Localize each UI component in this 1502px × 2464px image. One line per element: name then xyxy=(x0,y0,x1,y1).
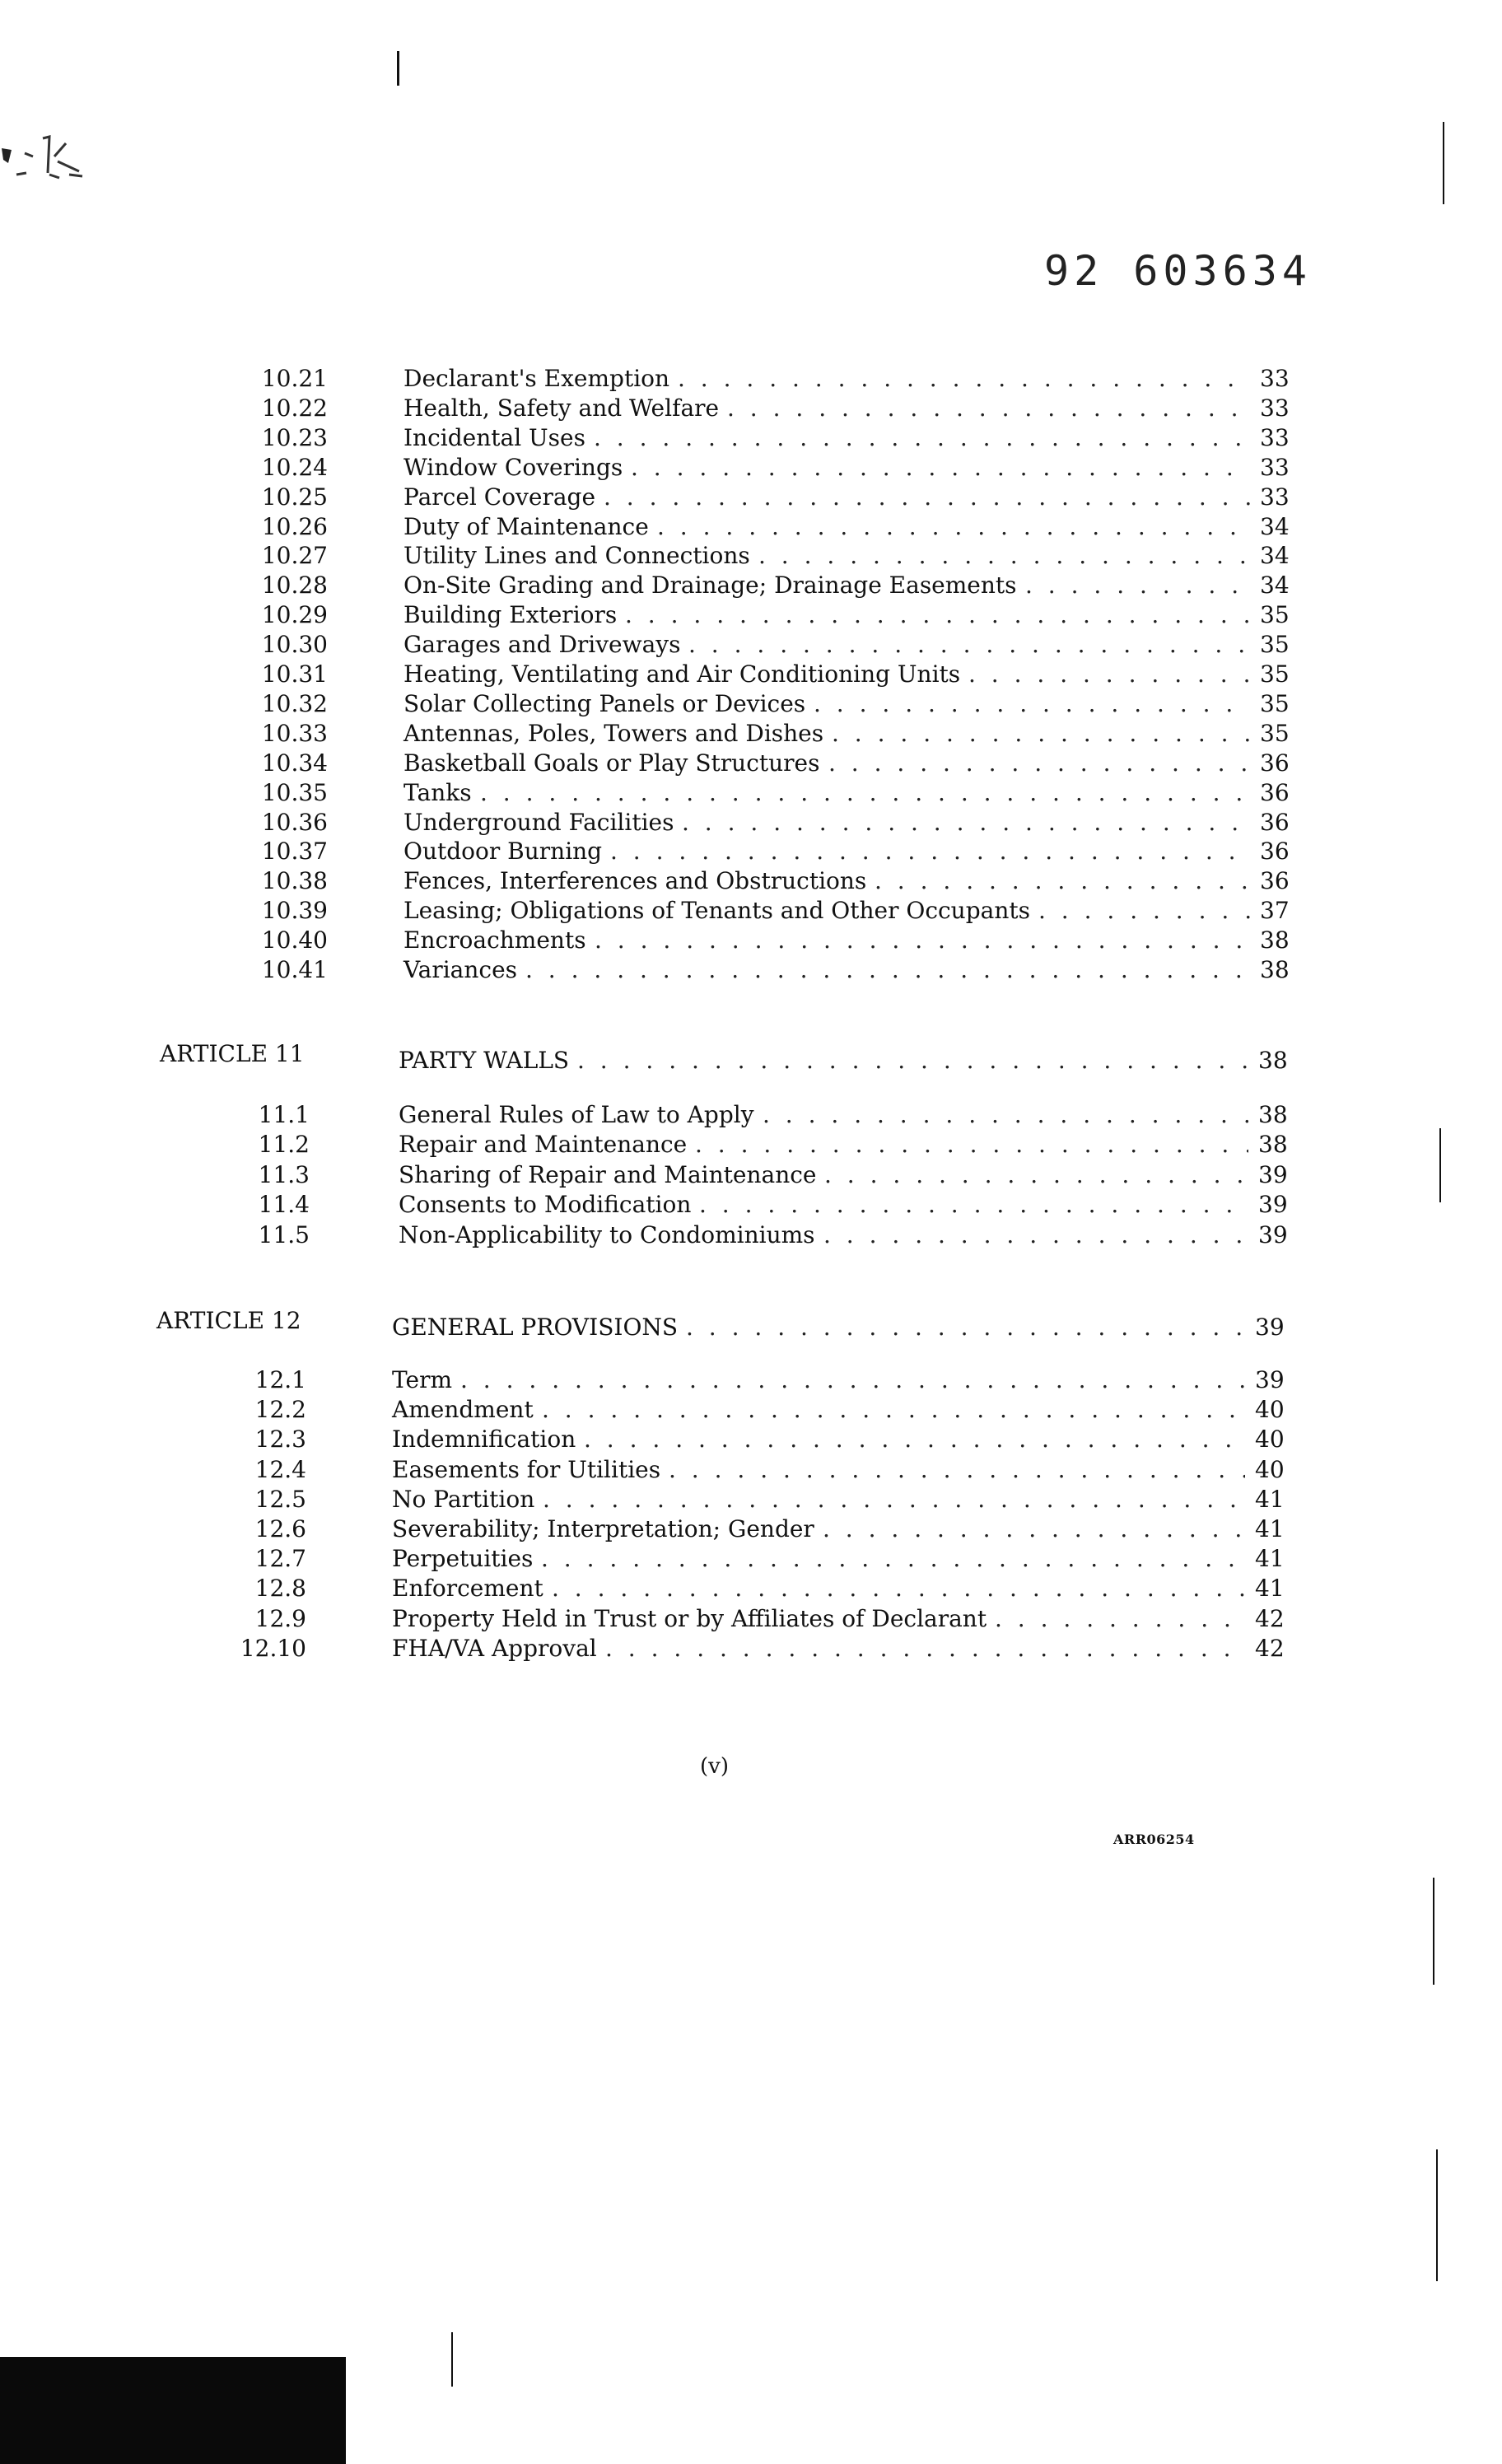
document-number: 92 603634 xyxy=(1044,247,1312,295)
dot-leader xyxy=(828,749,1250,778)
section-page-number: 36 xyxy=(1260,749,1290,777)
article-title-row xyxy=(0,1046,1502,1076)
section-title: Heating, Ventilating and Air Conditioning Units xyxy=(403,660,961,688)
section-page-number: 33 xyxy=(1260,424,1290,451)
toc-entry xyxy=(0,778,1502,808)
dot-leader xyxy=(1025,571,1250,600)
toc-entry xyxy=(0,512,1502,542)
section-number: 10.27 xyxy=(261,542,328,569)
toc-entry xyxy=(0,837,1502,866)
section-page-number: 39 xyxy=(1255,1366,1285,1393)
dot-leader xyxy=(584,1425,1245,1454)
section-number: 11.3 xyxy=(258,1161,310,1188)
reference-code: ARR06254 xyxy=(1113,1832,1195,1847)
section-number: 12.8 xyxy=(254,1575,306,1602)
scan-line-mark xyxy=(1433,1878,1434,1985)
article-label: ARTICLE 11 xyxy=(160,1040,305,1067)
toc-entry xyxy=(0,394,1502,423)
scan-black-block xyxy=(0,2357,346,2464)
dot-leader xyxy=(604,483,1250,512)
dot-leader xyxy=(995,1604,1245,1634)
toc-entry xyxy=(0,1190,1502,1220)
section-number: 12.4 xyxy=(254,1456,306,1483)
toc-entry xyxy=(0,926,1502,955)
section-title: Basketball Goals or Play Structures xyxy=(403,749,820,777)
section-number: 12.3 xyxy=(254,1426,306,1453)
article-label: ARTICLE 12 xyxy=(156,1307,301,1334)
toc-entry xyxy=(0,660,1502,689)
section-page-number: 40 xyxy=(1255,1396,1285,1423)
toc-entry xyxy=(0,1130,1502,1160)
section-page-number: 42 xyxy=(1255,1605,1285,1632)
dot-leader xyxy=(699,1190,1248,1220)
section-title: Window Coverings xyxy=(403,454,623,481)
toc-entry xyxy=(0,1100,1502,1130)
section-number: 10.33 xyxy=(261,720,328,747)
section-title: Leasing; Obligations of Tenants and Other Occupants xyxy=(403,897,1030,924)
section-title: Indemnification xyxy=(392,1426,576,1453)
toc-entry xyxy=(0,689,1502,719)
section-page-number: 40 xyxy=(1255,1456,1285,1483)
dot-leader xyxy=(823,1220,1248,1250)
article-title-row xyxy=(0,1313,1502,1342)
dot-leader xyxy=(763,1100,1248,1130)
toc-entry xyxy=(0,423,1502,453)
section-number: 12.6 xyxy=(254,1515,306,1542)
section-page-number: 41 xyxy=(1255,1486,1285,1513)
section-title: Health, Safety and Welfare xyxy=(403,394,720,422)
dot-leader xyxy=(610,837,1250,866)
dot-leader xyxy=(727,394,1250,423)
section-number: 10.22 xyxy=(261,394,328,422)
dot-leader xyxy=(541,1544,1245,1574)
section-title: PARTY WALLS xyxy=(399,1047,570,1074)
section-title: Parcel Coverage xyxy=(403,483,596,511)
toc-entry xyxy=(0,1514,1502,1544)
toc-entry xyxy=(0,1485,1502,1514)
toc-entry xyxy=(0,483,1502,512)
section-number: 11.1 xyxy=(258,1101,310,1128)
dot-leader xyxy=(631,453,1250,483)
section-number: 11.5 xyxy=(258,1221,310,1248)
section-title: Property Held in Trust or by Affiliates of Declarant xyxy=(392,1605,987,1632)
section-title: Declarant's Exemption xyxy=(403,365,670,392)
section-number: 11.2 xyxy=(258,1131,310,1158)
section-page-number: 33 xyxy=(1260,365,1290,392)
toc-entry xyxy=(0,600,1502,630)
scan-line-mark xyxy=(451,2332,453,2387)
dot-leader xyxy=(480,778,1250,808)
footer-page-number: (v) xyxy=(700,1754,729,1779)
section-title: Amendment xyxy=(392,1396,534,1423)
dot-leader xyxy=(824,1160,1248,1190)
toc-entry xyxy=(0,1574,1502,1603)
section-number: 10.36 xyxy=(261,809,328,836)
section-title: Fences, Interferences and Obstructions xyxy=(403,867,867,894)
section-number: 12.5 xyxy=(254,1486,306,1513)
dot-leader xyxy=(552,1574,1245,1603)
section-number: 12.2 xyxy=(254,1396,306,1423)
dot-leader xyxy=(695,1130,1248,1160)
dot-leader xyxy=(814,689,1250,719)
dot-leader xyxy=(875,866,1250,896)
section-page-number: 41 xyxy=(1255,1515,1285,1542)
section-page-number: 35 xyxy=(1260,601,1290,628)
section-page-number: 34 xyxy=(1260,542,1290,569)
section-title: Incidental Uses xyxy=(403,424,585,451)
section-title: Encroachments xyxy=(403,926,586,954)
scan-line-mark xyxy=(1443,122,1444,204)
section-number: 10.25 xyxy=(261,483,328,511)
section-number: 10.41 xyxy=(261,956,328,983)
section-title: FHA/VA Approval xyxy=(392,1635,597,1662)
section-page-number: 38 xyxy=(1258,1131,1288,1158)
section-number: 10.35 xyxy=(261,779,328,806)
section-number: 10.26 xyxy=(261,513,328,540)
section-title: Antennas, Poles, Towers and Dishes xyxy=(403,720,824,747)
section-page-number: 33 xyxy=(1260,483,1290,511)
dot-leader xyxy=(542,1395,1245,1425)
toc-entry xyxy=(0,1160,1502,1190)
section-page-number: 34 xyxy=(1260,513,1290,540)
section-number: 10.39 xyxy=(261,897,328,924)
toc-entry xyxy=(0,749,1502,778)
section-title: Duty of Maintenance xyxy=(403,513,649,540)
toc-entry xyxy=(0,453,1502,483)
section-title: Solar Collecting Panels or Devices xyxy=(403,690,806,717)
scan-smudge-graphic xyxy=(0,124,91,198)
section-page-number: 35 xyxy=(1260,631,1290,658)
section-page-number: 33 xyxy=(1260,394,1290,422)
toc-entry xyxy=(0,1220,1502,1250)
section-page-number: 36 xyxy=(1260,779,1290,806)
toc-entry xyxy=(0,1365,1502,1395)
section-page-number: 36 xyxy=(1260,838,1290,865)
dot-leader xyxy=(968,660,1250,689)
dot-leader xyxy=(460,1365,1245,1395)
section-title: General Rules of Law to Apply xyxy=(399,1101,754,1128)
section-title: Severability; Interpretation; Gender xyxy=(392,1515,814,1542)
dot-leader xyxy=(669,1455,1245,1485)
scan-line-mark xyxy=(397,51,399,86)
section-title: Enforcement xyxy=(392,1575,543,1602)
toc-entry xyxy=(0,364,1502,394)
section-page-number: 36 xyxy=(1260,809,1290,836)
dot-leader xyxy=(595,926,1250,955)
dot-leader xyxy=(625,600,1250,630)
section-page-number: 41 xyxy=(1255,1545,1285,1572)
section-page-number: 39 xyxy=(1255,1314,1285,1341)
section-number: 10.31 xyxy=(261,660,328,688)
toc-entry xyxy=(0,1604,1502,1634)
section-title: Variances xyxy=(403,956,518,983)
section-number: 12.1 xyxy=(254,1366,306,1393)
section-page-number: 42 xyxy=(1255,1635,1285,1662)
section-number: 12.9 xyxy=(254,1605,306,1632)
dot-leader xyxy=(1038,896,1250,926)
dot-leader xyxy=(758,541,1250,571)
section-page-number: 38 xyxy=(1260,926,1290,954)
section-title: GENERAL PROVISIONS xyxy=(392,1314,679,1341)
toc-entry xyxy=(0,1455,1502,1485)
toc-entry xyxy=(0,571,1502,600)
section-page-number: 40 xyxy=(1255,1426,1285,1453)
section-number: 10.34 xyxy=(261,749,328,777)
toc-entry xyxy=(0,896,1502,926)
scan-line-mark xyxy=(1436,2149,1438,2281)
section-number: 10.32 xyxy=(261,690,328,717)
section-page-number: 33 xyxy=(1260,454,1290,481)
section-title: No Partition xyxy=(392,1486,535,1513)
dot-leader xyxy=(823,1514,1245,1544)
section-page-number: 38 xyxy=(1258,1047,1288,1074)
toc-entry xyxy=(0,808,1502,838)
section-title: Easements for Utilities xyxy=(392,1456,661,1483)
section-page-number: 35 xyxy=(1260,660,1290,688)
section-title: Repair and Maintenance xyxy=(399,1131,688,1158)
dot-leader xyxy=(577,1046,1248,1076)
section-page-number: 41 xyxy=(1255,1575,1285,1602)
toc-entry xyxy=(0,1425,1502,1454)
section-page-number: 36 xyxy=(1260,867,1290,894)
dot-leader xyxy=(594,423,1250,453)
section-number: 12.7 xyxy=(254,1545,306,1572)
section-title: Term xyxy=(392,1366,453,1393)
dot-leader xyxy=(543,1485,1245,1514)
section-title: Consents to Modification xyxy=(399,1191,692,1218)
toc-entry xyxy=(0,541,1502,571)
dot-leader xyxy=(657,512,1250,542)
section-title: Underground Facilities xyxy=(403,809,674,836)
toc-entry xyxy=(0,955,1502,985)
section-number: 10.30 xyxy=(261,631,328,658)
section-page-number: 39 xyxy=(1258,1191,1288,1218)
section-title: Garages and Driveways xyxy=(403,631,681,658)
section-number: 10.37 xyxy=(261,838,328,865)
section-page-number: 34 xyxy=(1260,572,1290,599)
section-title: Utility Lines and Connections xyxy=(403,542,750,569)
section-number: 12.10 xyxy=(240,1635,306,1662)
toc-entry xyxy=(0,1544,1502,1574)
toc-entry xyxy=(0,719,1502,749)
section-title: Sharing of Repair and Maintenance xyxy=(399,1161,817,1188)
dot-leader xyxy=(525,955,1250,985)
dot-leader xyxy=(832,719,1250,749)
section-number: 10.38 xyxy=(261,867,328,894)
section-page-number: 35 xyxy=(1260,720,1290,747)
toc-entry xyxy=(0,1395,1502,1425)
section-number: 10.24 xyxy=(261,454,328,481)
section-page-number: 35 xyxy=(1260,690,1290,717)
toc-entry xyxy=(0,630,1502,660)
section-title: Tanks xyxy=(403,779,472,806)
dot-leader xyxy=(605,1634,1245,1664)
section-page-number: 39 xyxy=(1258,1221,1288,1248)
section-number: 10.29 xyxy=(261,601,328,628)
section-number: 10.21 xyxy=(261,365,328,392)
section-page-number: 38 xyxy=(1258,1101,1288,1128)
section-title: Building Exteriors xyxy=(403,601,618,628)
dot-leader xyxy=(686,1313,1245,1342)
section-page-number: 38 xyxy=(1260,956,1290,983)
section-number: 10.40 xyxy=(261,926,328,954)
section-number: 11.4 xyxy=(258,1191,310,1218)
section-title: Outdoor Burning xyxy=(403,838,603,865)
section-number: 10.28 xyxy=(261,572,328,599)
toc-entry xyxy=(0,866,1502,896)
section-page-number: 39 xyxy=(1258,1161,1288,1188)
section-number: 10.23 xyxy=(261,424,328,451)
dot-leader xyxy=(688,630,1250,660)
dot-leader xyxy=(682,808,1250,838)
section-title: Perpetuities xyxy=(392,1545,534,1572)
dot-leader xyxy=(678,364,1250,394)
section-title: On-Site Grading and Drainage; Drainage Easements xyxy=(403,572,1017,599)
section-page-number: 37 xyxy=(1260,897,1290,924)
section-title: Non-Applicability to Condominiums xyxy=(399,1221,815,1248)
toc-entry xyxy=(0,1634,1502,1664)
